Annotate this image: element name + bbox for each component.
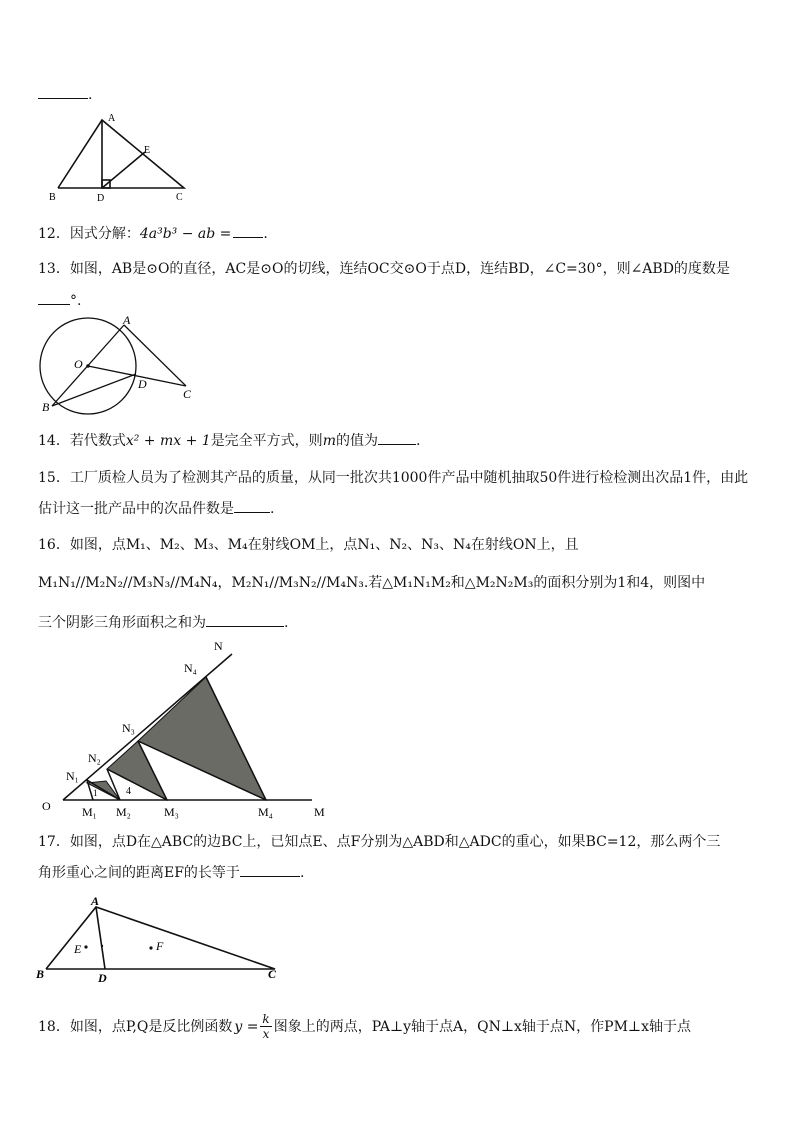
- label-n: N: [214, 639, 223, 653]
- label-m4: M₄: [258, 805, 273, 819]
- question-16-line-3: 三个阴影三角形面积之和为 .: [38, 612, 288, 633]
- figure-right-triangle: [40, 105, 200, 205]
- tangent-ac: [124, 325, 186, 386]
- center-point: [86, 364, 90, 368]
- label-d: D: [97, 193, 105, 204]
- question-13-line-1: 13．如图，AB是⊙O的直径，AC是⊙O的切线，连结OC交⊙O于点D，连结BD，∠C=30°，则∠ABD的度数是: [38, 261, 730, 277]
- centroid-f: [149, 946, 152, 949]
- label-c: C: [176, 192, 183, 203]
- label-f: F: [156, 939, 164, 953]
- segment-de: [102, 152, 145, 188]
- question-17-line-1: 17．如图，点D在△ABC的边BC上，已知点E、点F分别为△ABD和△ADC的重心，如果BC=12，那么两个三: [38, 834, 721, 850]
- answer-blank: [234, 498, 270, 513]
- label-d: D: [98, 971, 107, 985]
- label-o: O: [42, 799, 51, 813]
- answer-blank: [240, 862, 300, 877]
- label-a: A: [108, 113, 116, 124]
- fraction: $\frac{k}{x}$: [262, 1012, 270, 1041]
- label-m1: M₁: [82, 805, 97, 819]
- segment-oc: [88, 366, 186, 386]
- label-m: M: [314, 805, 325, 819]
- answer-blank: [206, 612, 284, 627]
- label-b: B: [49, 192, 56, 203]
- prev-answer-line: .: [38, 84, 92, 105]
- question-12: 12．因式分解：4a³b³ − ab = .: [38, 223, 268, 244]
- triangle-abc: [46, 907, 275, 969]
- answer-blank: [38, 84, 88, 99]
- segment-ad: [96, 907, 105, 969]
- label-m2: M₂: [116, 805, 131, 819]
- triangle-abc: [58, 120, 184, 188]
- label-b: B: [42, 400, 50, 414]
- question-15-line-2: 估计这一批产品中的次品件数是 .: [38, 498, 274, 519]
- area-label-1: 1: [93, 788, 98, 798]
- question-18: 18．如图，点P,Q是反比例函数 y = $\frac{k}{x}$ 图象上的两点，PA⊥y轴于点A，QN⊥x轴于点N，作PM⊥x轴于点: [38, 1012, 691, 1041]
- label-n3: N₃: [122, 721, 135, 735]
- question-13-line-2: °.: [38, 290, 81, 311]
- question-17-line-2: 角形重心之间的距离EF的长等于 .: [38, 862, 304, 883]
- label-n1: N₁: [66, 769, 79, 783]
- answer-blank: [38, 290, 70, 305]
- label-n4: N₄: [184, 661, 197, 675]
- label-o: O: [74, 357, 83, 371]
- midpoint-mark: [101, 945, 103, 947]
- question-15-line-1: 15．工厂质检人员为了检测其产品的质量，从同一批次共1000件产品中随机抽取50件进行检检测出次品1件，由此: [38, 470, 749, 486]
- question-16-line-1: 16．如图，点M₁、M₂、M₃、M₄在射线OM上，点N₁、N₂、N₃、N₄在射线ON上，且: [38, 537, 579, 553]
- centroid-e: [84, 945, 87, 948]
- area-label-4: 4: [126, 786, 131, 797]
- label-c: C: [268, 967, 277, 981]
- segment-bd: [52, 374, 136, 406]
- label-m3: M₃: [164, 805, 179, 819]
- figure-centroids: [34, 890, 294, 990]
- label-a: A: [123, 313, 131, 327]
- label-c: C: [183, 387, 192, 401]
- label-a: A: [91, 894, 100, 908]
- figure-similar-triangles: [38, 636, 338, 822]
- label-d: D: [138, 377, 147, 391]
- question-14: 14．若代数式x² + mx + 1是完全平方式，则m的值为 .: [38, 430, 420, 451]
- label-e: E: [74, 942, 82, 956]
- label-n2: N₂: [88, 751, 101, 765]
- answer-blank: [378, 430, 416, 445]
- answer-blank: [233, 223, 263, 238]
- label-b: B: [36, 967, 45, 981]
- question-16-line-2: M₁N₁//M₂N₂//M₃N₃//M₄N₄，M₂N₁//M₃N₂//M₄N₃.若△M₁N₁M₂和△M₂N₂M₃的面积分别为1和4，则图中: [38, 575, 706, 591]
- figure-circle-tangent: [30, 312, 210, 417]
- label-e: E: [144, 145, 151, 156]
